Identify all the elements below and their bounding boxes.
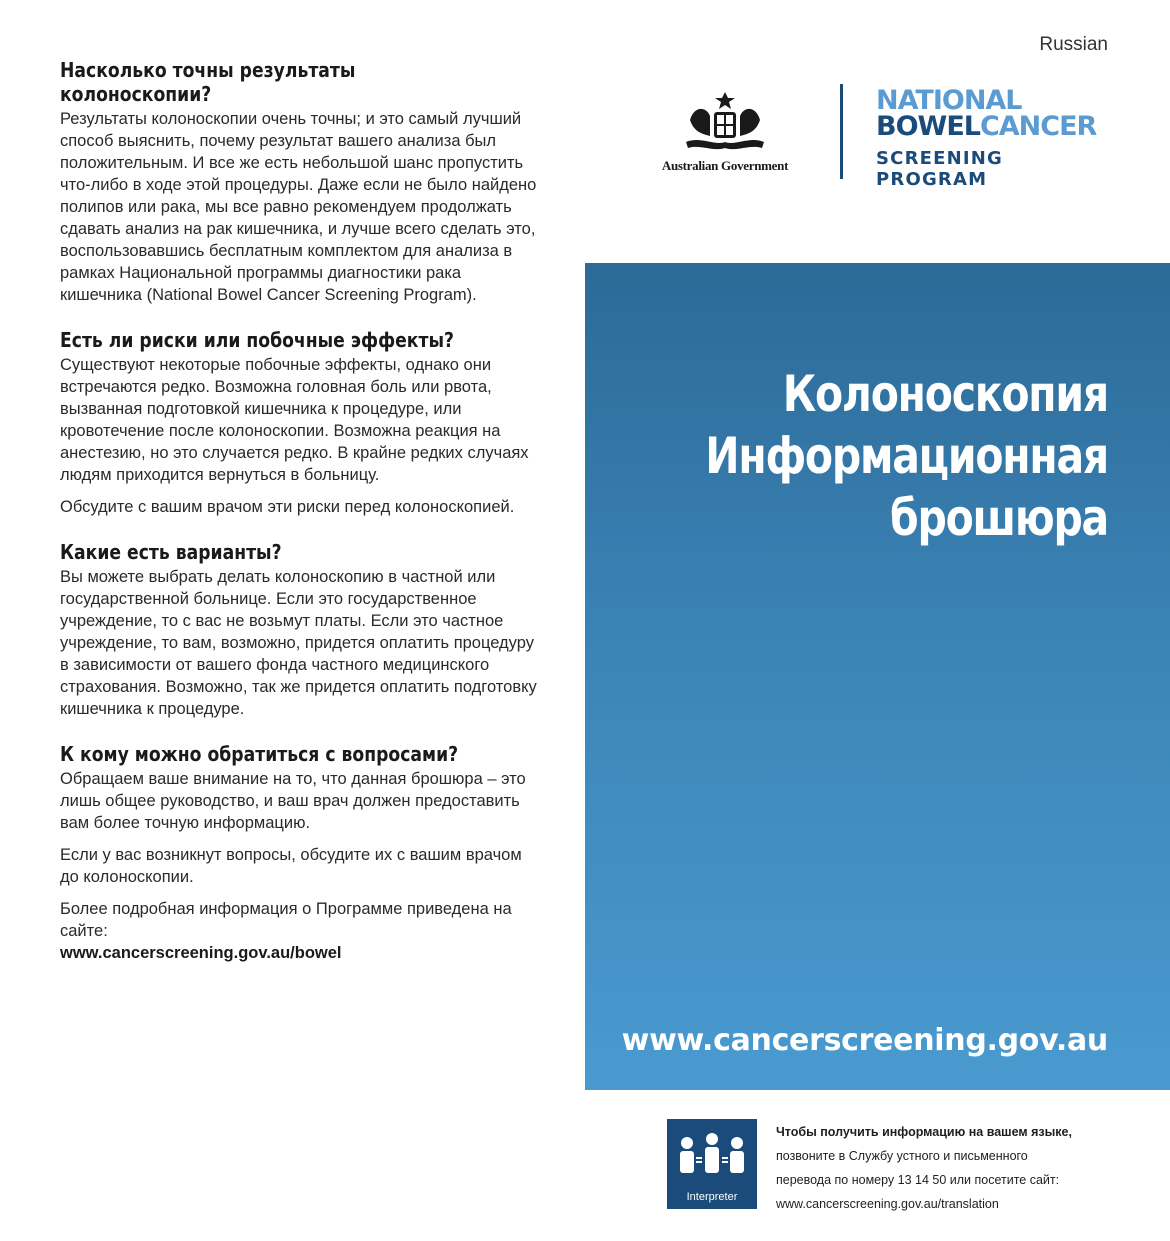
- section-heading: Есть ли риски или побочные эффекты?: [60, 328, 454, 352]
- section-heading: Какие есть варианты?: [60, 540, 282, 564]
- interpreter-icon: [667, 1119, 757, 1189]
- translation-line: позвоните в Службу устного и письменного: [776, 1149, 1028, 1163]
- interpreter-symbol: [667, 1119, 757, 1209]
- translation-line: Чтобы получить информацию на вашем языке,: [776, 1125, 1072, 1139]
- paragraph: Существуют некоторые побочные эффекты, однако они встречаются редко. Возможна головная боль или рвота, вызванная подготовкой кишечника к процедуре, или кровотечение после колоноскопии. Возможна реакция на анестезию, но это случается редко. В крайне редких случаях людям приходится вернуться в больницу.: [60, 356, 529, 484]
- section-options: [60, 540, 540, 720]
- interpreter-label: Interpreter: [686, 1191, 738, 1203]
- section-heading: [60, 58, 473, 106]
- hero-title-line: Информационная: [705, 427, 1108, 485]
- program-logo-line2: [876, 111, 1116, 142]
- paragraph: Результаты колоноскопии очень точны; и это самый лучший способ выяснить, почему результат вашего анализа был положительным. И все же есть небольшой шанс пропустить что-либо в ходе этой процедуры. Даже если не было найдено полипов или рака, мы все равно рекомендуем продолжать сдавать анализ на рак кишечника, и лучше всего сделать это, воспользовавшись бесплатным комплектом для анализа в рамках Национальной программы диагностики рака кишечника (National Bowel Cancer Screening Program).: [60, 110, 537, 304]
- government-name: Australian Government: [661, 158, 789, 173]
- program-logo-line1: NATIONAL: [876, 85, 1022, 116]
- paragraph: [60, 898, 540, 964]
- paragraph: Обращаем ваше внимание на то, что данная брошюра – это лишь общее руководство, и ваш врач должен предоставить вам более точную информацию.: [60, 770, 526, 832]
- paragraph: Вы можете выбрать делать колоноскопию в частной или государственной больнице. Если это государственное учреждение, то с вас не возьмут платы. Если это частное учреждение, то вам, возможно, придется оплатить процедуру в зависимости от вашего фонда частного медицинского страхования. Возможно, так же придется оплатить подготовку кишечника к процедуре.: [60, 568, 537, 718]
- translation-line: перевода по номеру 13 14 50 или посетите сайт:: [776, 1173, 1060, 1187]
- program-logo-bowel: BOWEL: [876, 111, 980, 142]
- heading-line: Насколько точны результаты: [60, 58, 356, 82]
- australian-government-logo: [640, 90, 810, 180]
- coat-of-arms-icon: [680, 90, 770, 156]
- hero-title: [588, 363, 1108, 549]
- language-label: Russian: [1039, 34, 1108, 55]
- left-column: [60, 58, 540, 986]
- paragraph-text: Более подробная информация о Программе приведена на сайте:: [60, 900, 512, 940]
- section-heading: К кому можно обратиться с вопросами?: [60, 742, 459, 766]
- logo-divider: [840, 84, 843, 179]
- translation-info: [776, 1120, 1116, 1216]
- hero-panel: [585, 263, 1170, 1090]
- paragraph: Если у вас возникнут вопросы, обсудите их с вашим врачом до колоноскопии.: [60, 846, 522, 886]
- program-logo-line3: SCREENING PROGRAM: [876, 148, 1004, 190]
- hero-title-line: Колоноскопия: [782, 365, 1108, 423]
- paragraph: Обсудите с вашим врачом эти риски перед колоноскопией.: [60, 498, 515, 516]
- translation-link[interactable]: www.cancerscreening.gov.au/translation: [776, 1197, 999, 1211]
- section-accuracy: [60, 58, 540, 306]
- program-logo: [876, 85, 1116, 190]
- heading-line: колоноскопии?: [60, 82, 212, 106]
- program-link[interactable]: www.cancerscreening.gov.au/bowel: [60, 944, 342, 962]
- program-logo-cancer: CANCER: [979, 111, 1097, 142]
- hero-title-line: брошюра: [890, 489, 1108, 547]
- hero-website-link[interactable]: www.cancerscreening.gov.au: [621, 1023, 1108, 1058]
- section-questions: [60, 742, 540, 964]
- section-risks: [60, 328, 540, 518]
